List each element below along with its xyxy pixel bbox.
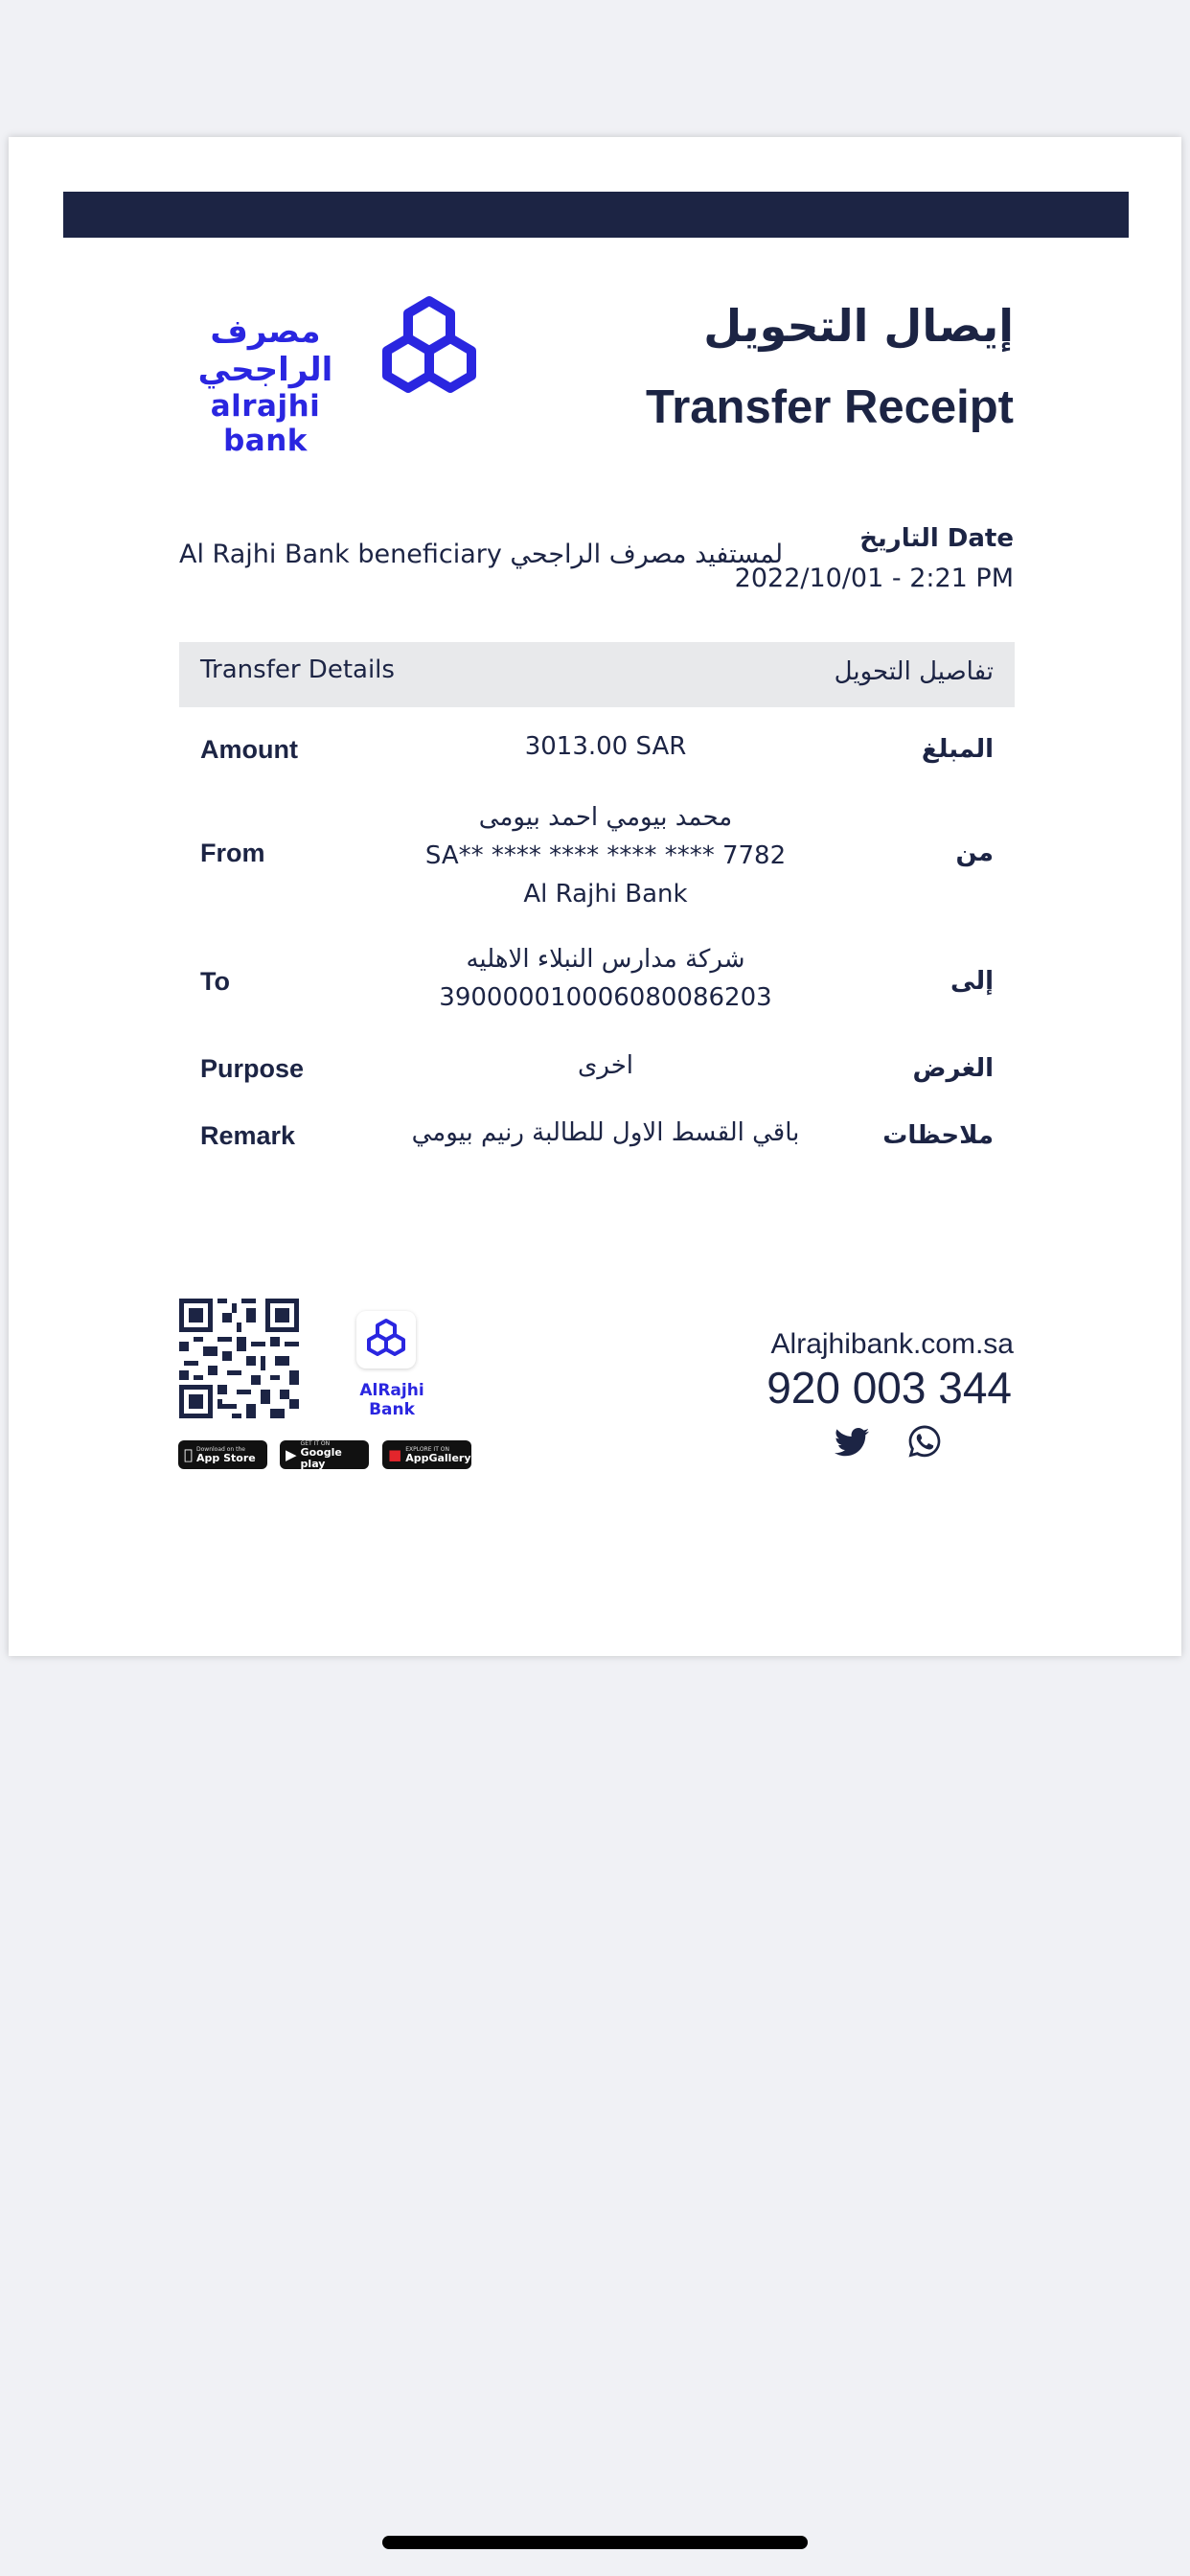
details-header-arabic: تفاصيل التحويل xyxy=(834,657,994,686)
from-row xyxy=(179,798,1015,918)
to-value xyxy=(352,940,859,1017)
logo-arabic-text: مصرف الراجحي xyxy=(197,312,333,389)
twitter-icon[interactable] xyxy=(835,1427,869,1458)
remark-label-arabic: ملاحظات xyxy=(882,1121,994,1150)
from-label-arabic: من xyxy=(955,839,994,867)
app-store-badge[interactable] xyxy=(178,1440,267,1469)
to-label: To xyxy=(200,967,230,996)
from-value xyxy=(352,798,859,913)
apple-icon xyxy=(184,1446,193,1463)
date-label: التاريخ Date xyxy=(859,524,1014,553)
amount-value xyxy=(352,727,859,766)
alrajhi-logo xyxy=(179,293,495,458)
sender-bank: Al Rajhi Bank xyxy=(523,880,688,908)
play-icon: ▶ xyxy=(286,1446,297,1463)
website-link[interactable]: Alrajhibank.com.sa xyxy=(770,1328,1014,1360)
app-logo xyxy=(356,1311,416,1368)
google-play-text: Google play xyxy=(300,1445,342,1470)
purpose-label-arabic: الغرض xyxy=(912,1054,994,1083)
recipient-name: شركة مدارس النبلاء الاهليه xyxy=(466,945,745,974)
title-arabic: إيصال التحويل xyxy=(703,300,1014,352)
sender-account: SA** **** **** **** **** 7782 xyxy=(424,841,787,870)
header-bar xyxy=(63,192,1129,238)
qr-code-icon xyxy=(179,1299,299,1418)
phone-number[interactable]: 920 003 344 xyxy=(767,1363,1012,1413)
whatsapp-icon[interactable] xyxy=(907,1424,942,1459)
app-store-small-text: Download on the xyxy=(188,1445,237,1453)
purpose-label: Purpose xyxy=(200,1054,305,1083)
purpose-value xyxy=(352,1046,859,1085)
google-play-badge[interactable] xyxy=(280,1440,369,1469)
huawei-icon: ■ xyxy=(388,1446,402,1463)
remark-value-line: باقي القسط الاول للطالبة رنيم بيومي xyxy=(411,1118,800,1147)
remark-value xyxy=(352,1114,859,1152)
to-row xyxy=(179,940,1015,1026)
recipient-account: 390000010006080086203 xyxy=(439,983,772,1012)
remark-label: Remark xyxy=(200,1121,296,1150)
purpose-value-line: اخرى xyxy=(578,1051,633,1080)
transfer-details-header xyxy=(179,642,1015,707)
logo-wordmark xyxy=(179,312,352,458)
amount-label: Amount xyxy=(200,735,298,764)
date-value: 2022/10/01 - 2:21 PM xyxy=(734,564,1014,593)
page-title: Transfer Receipt xyxy=(646,381,1014,433)
sender-name: محمد بيومي احمد بيومى xyxy=(478,803,733,832)
google-play-small-text: GET IT ON xyxy=(300,1439,331,1447)
details-header-english: Transfer Details xyxy=(200,656,395,684)
amount-label-arabic: المبلغ xyxy=(921,735,994,764)
logo-english-text: alrajhi bank xyxy=(210,389,321,458)
app-store-text: App Store xyxy=(188,1451,247,1464)
beneficiary-type: Al Rajhi Bank beneficiary لمستفيد مصرف الراجحي xyxy=(179,540,784,569)
app-gallery-small-text: EXPLORE IT ON xyxy=(405,1445,449,1453)
home-indicator[interactable] xyxy=(382,2536,808,2549)
remark-row xyxy=(179,1110,1015,1167)
purpose-row xyxy=(179,1043,1015,1100)
amount-value-line: 3013.00 SAR xyxy=(524,732,687,761)
amount-row xyxy=(179,722,1015,779)
app-name: AlRajhi Bank xyxy=(359,1381,424,1419)
alrajhi-app-icon xyxy=(356,1311,416,1368)
transfer-receipt-card xyxy=(9,137,1181,1656)
to-label-arabic: إلى xyxy=(950,967,994,996)
from-label: From xyxy=(200,839,265,867)
app-gallery-badge[interactable] xyxy=(382,1440,471,1469)
alrajhi-logo-icon xyxy=(371,293,488,403)
app-gallery-text: AppGallery xyxy=(405,1451,471,1464)
